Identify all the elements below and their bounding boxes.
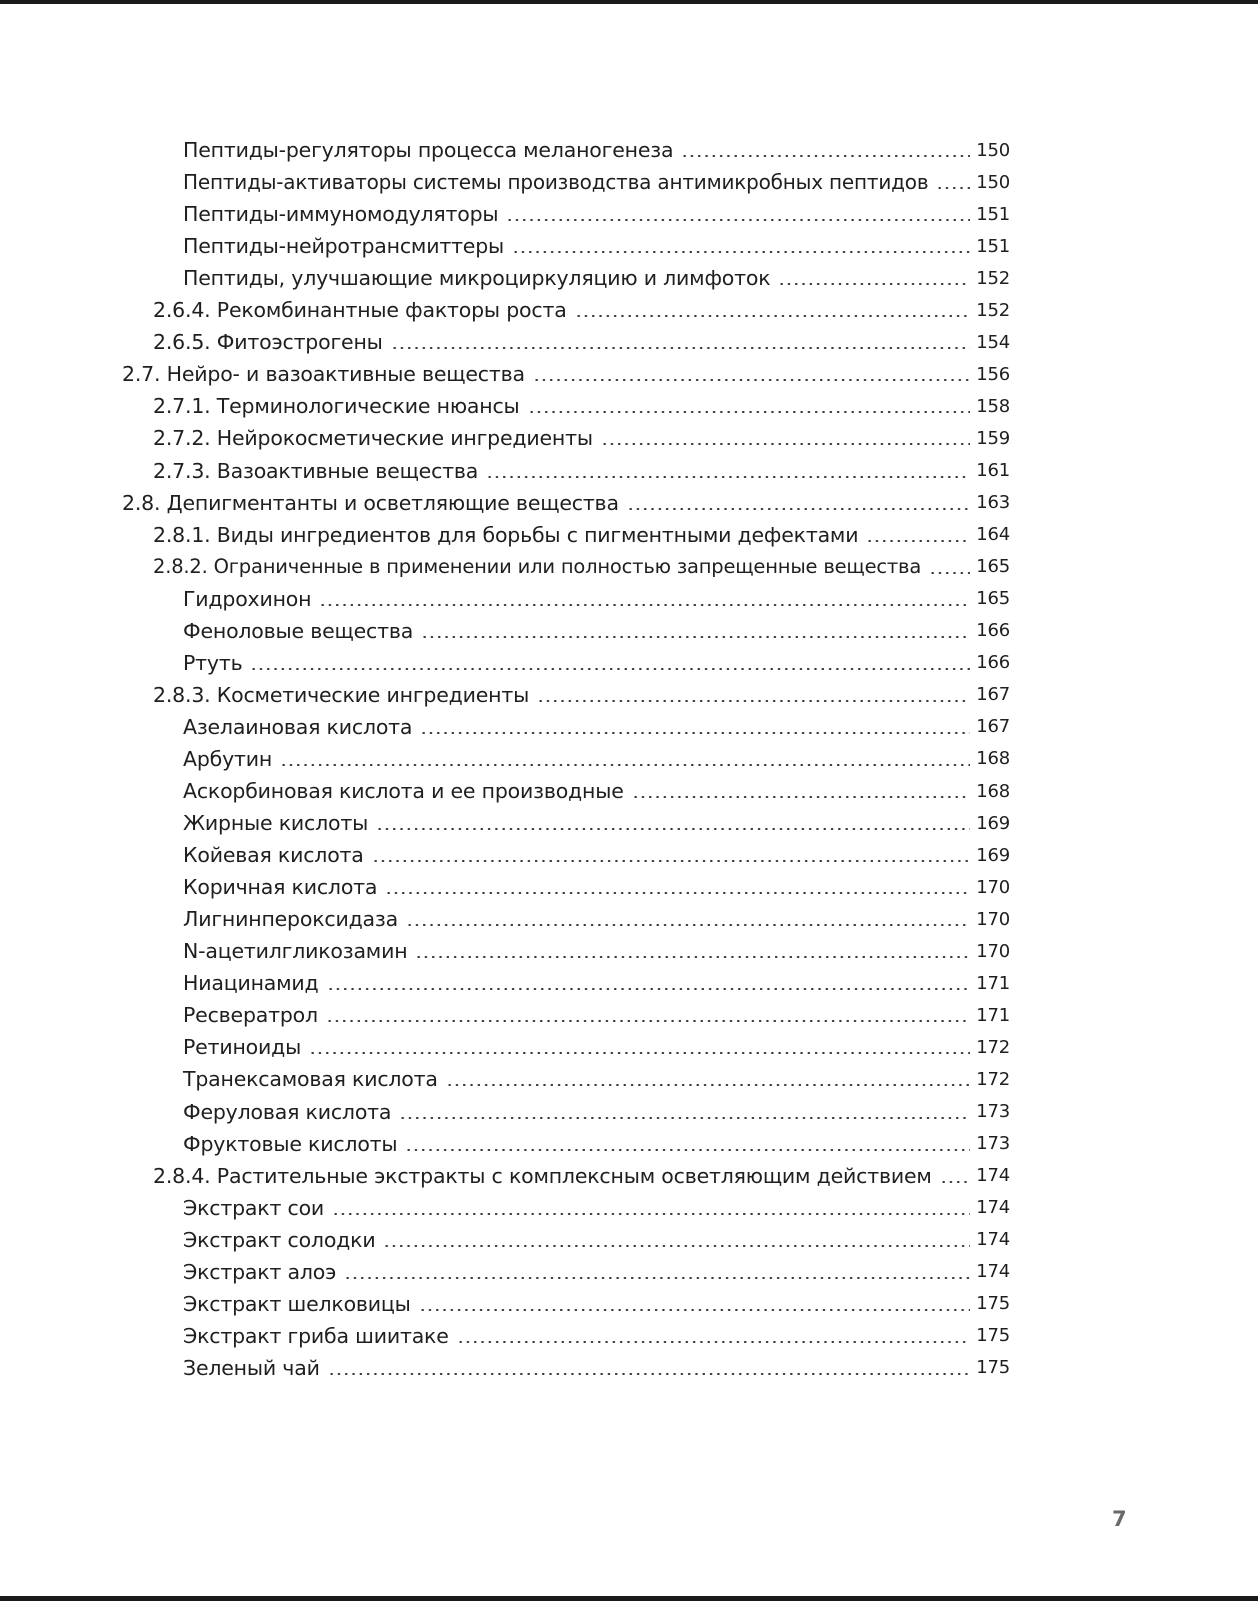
toc-entry-title: Фруктовые кислоты: [183, 1131, 398, 1156]
dot-leader: [778, 283, 970, 285]
toc-entry-page: 165: [976, 556, 1010, 578]
toc-entry-title: 2.8.3. Косметические ингредиенты: [153, 682, 530, 707]
dot-leader: [533, 379, 970, 381]
dot-leader: [866, 540, 970, 542]
toc-entry-page: 172: [976, 1068, 1010, 1090]
dot-leader: [328, 1373, 970, 1375]
toc-entry: [153, 679, 1010, 711]
toc-entry-title: Транексамовая кислота: [183, 1067, 438, 1092]
dot-leader: [385, 892, 970, 894]
toc-entry-page: 173: [976, 1133, 1010, 1155]
toc-entry-page: 172: [976, 1036, 1010, 1058]
toc-entry-page: 175: [976, 1293, 1010, 1315]
toc-entry: [183, 647, 1010, 679]
dot-leader: [575, 315, 970, 317]
toc-entry-title: Лигнинпероксидаза: [183, 907, 398, 932]
dot-leader: [936, 187, 970, 189]
dot-leader: [326, 1020, 970, 1022]
toc-entry-page: 152: [976, 299, 1010, 321]
bottom-border-line: [0, 1596, 1258, 1601]
toc-entry: [183, 134, 1010, 166]
toc-entry-page: 174: [976, 1165, 1010, 1187]
toc-entry-title: Гидрохинон: [183, 586, 312, 611]
dot-leader: [537, 700, 970, 702]
toc-entry-page: 170: [976, 876, 1010, 898]
page-number: 7: [1112, 1507, 1127, 1531]
toc-entry-page: 154: [976, 331, 1010, 353]
toc-entry: [183, 967, 1010, 999]
toc-entry-page: 150: [976, 139, 1010, 161]
toc-entry: [153, 326, 1010, 358]
toc-entry: [183, 1224, 1010, 1256]
toc-entry-page: 151: [976, 235, 1010, 257]
toc-entry-title: 2.7.2. Нейрокосметические ингредиенты: [153, 426, 593, 451]
toc-entry-title: Экстракт шелковицы: [183, 1291, 411, 1316]
toc-entry-page: 151: [976, 203, 1010, 225]
toc-entry-title: 2.6.4. Рекомбинантные факторы роста: [153, 298, 567, 323]
toc-entry-title: Койевая кислота: [183, 843, 364, 868]
toc-entry: [183, 583, 1010, 615]
toc-entry: [183, 1031, 1010, 1063]
dot-leader: [528, 411, 970, 413]
toc-entry-page: 156: [976, 363, 1010, 385]
toc-entry-title: Пептиды-активаторы системы производства антимикробных пептидов: [183, 170, 929, 195]
toc-entry: [183, 615, 1010, 647]
toc-entry-title: Жирные кислоты: [183, 811, 369, 836]
toc-entry-page: 169: [976, 844, 1010, 866]
dot-leader: [319, 604, 970, 606]
toc-entry-page: 170: [976, 940, 1010, 962]
toc-entry: [183, 839, 1010, 871]
toc-entry-title: Пептиды-регуляторы процесса меланогенеза: [183, 138, 674, 162]
toc-entry: [153, 1160, 1010, 1192]
dot-leader: [327, 988, 970, 990]
toc-entry-page: 166: [976, 620, 1010, 642]
toc-entry-title: Ртуть: [183, 650, 243, 675]
toc-entry-title: Феруловая кислота: [183, 1099, 392, 1124]
dot-leader: [250, 668, 970, 670]
dot-leader: [399, 1117, 970, 1119]
toc-entry: [183, 999, 1010, 1031]
toc-entry: [153, 551, 1010, 583]
toc-entry: [183, 262, 1010, 294]
top-border-line: [0, 0, 1258, 4]
toc-entry-page: 167: [976, 716, 1010, 738]
toc-entry-title: Экстракт сои: [183, 1195, 325, 1220]
toc-entry: [183, 166, 1010, 198]
toc-entry-page: 166: [976, 652, 1010, 674]
toc-entry-title: 2.7.3. Вазоактивные вещества: [153, 458, 479, 483]
dot-leader: [344, 1277, 970, 1279]
dot-leader: [420, 732, 970, 734]
toc-entry: [183, 1096, 1010, 1128]
toc-entry: [183, 230, 1010, 262]
toc-entry: [183, 1128, 1010, 1160]
toc-entry-page: 170: [976, 908, 1010, 930]
dot-leader: [376, 828, 970, 830]
toc-entry: [183, 775, 1010, 807]
toc-entry-page: 174: [976, 1261, 1010, 1283]
dot-leader: [309, 1052, 970, 1054]
dot-leader: [506, 219, 970, 221]
toc-entry-page: 152: [976, 267, 1010, 289]
toc-entry: [183, 935, 1010, 967]
toc-entry-title: Пептиды-иммуномодуляторы: [183, 202, 499, 227]
toc-entry: [153, 519, 1010, 551]
toc-entry-page: 159: [976, 427, 1010, 449]
toc-entry-title: 2.8.4. Растительные экстракты с комплексным осветляющим действием: [153, 1163, 932, 1188]
toc-entry-title: 2.8.1. Виды ингредиентов для борьбы с пигментными дефектами: [153, 522, 859, 547]
toc-entry-title: 2.7. Нейро- и вазоактивные вещества: [122, 362, 525, 387]
toc-entry-title: 2.6.5. Фитоэстрогены: [153, 330, 383, 355]
toc-entry-title: 2.7.1. Терминологические нюансы: [153, 394, 520, 419]
toc-entry-page: 163: [976, 492, 1010, 514]
toc-entry-page: 174: [976, 1197, 1010, 1219]
toc-entry: [183, 1192, 1010, 1224]
toc-entry-page: 158: [976, 395, 1010, 417]
toc-entry: [183, 198, 1010, 230]
dot-leader: [332, 1213, 970, 1215]
toc-entry-page: 169: [976, 812, 1010, 834]
toc-entry-page: 167: [976, 684, 1010, 706]
dot-leader: [627, 508, 970, 510]
toc-entry-page: 175: [976, 1357, 1010, 1379]
toc-entry-title: Азелаиновая кислота: [183, 714, 413, 739]
dot-leader: [383, 1245, 970, 1247]
toc-entry-page: 174: [976, 1229, 1010, 1251]
toc-entry-page: 168: [976, 780, 1010, 802]
dot-leader: [601, 443, 970, 445]
toc-entry-title: Ниацинамид: [183, 971, 319, 996]
toc-entry-title: N-ацетилгликозамин: [183, 939, 408, 964]
toc-entry-title: Экстракт алоэ: [183, 1259, 337, 1284]
toc-entry: [153, 455, 1010, 487]
dot-leader: [940, 1181, 970, 1183]
toc-entry: [183, 1288, 1010, 1320]
toc-entry: [183, 807, 1010, 839]
toc-entry-title: 2.8. Депигментанты и осветляющие вещества: [122, 490, 619, 515]
toc-entry: [122, 358, 1010, 390]
toc-entry-page: 164: [976, 524, 1010, 546]
toc-entry-title: 2.8.2. Ограниченные в применении или полностью запрещенные вещества: [153, 555, 922, 579]
dot-leader: [929, 572, 970, 574]
toc-entry-title: Аскорбиновая кислота и ее производные: [183, 779, 624, 803]
toc-entry: [183, 743, 1010, 775]
toc-entry-title: Зеленый чай: [183, 1355, 320, 1380]
toc-entry-title: Пептиды-нейротрансмиттеры: [183, 234, 505, 259]
toc-entry: [153, 390, 1010, 422]
toc-entry-title: Экстракт гриба шиитаке: [183, 1323, 449, 1348]
toc-entry: [183, 871, 1010, 903]
toc-entry: [183, 903, 1010, 935]
toc-entry-title: Ресвератрол: [183, 1003, 318, 1028]
toc-entry: [183, 711, 1010, 743]
toc-entry-title: Феноловые вещества: [183, 618, 414, 643]
dot-leader: [512, 251, 970, 253]
toc-entry: [183, 1256, 1010, 1288]
toc-entry: [183, 1320, 1010, 1352]
toc-entry: [153, 294, 1010, 326]
dot-leader: [372, 860, 970, 862]
toc-entry-title: Ретиноиды: [183, 1035, 302, 1060]
dot-leader: [632, 796, 970, 798]
toc-entry: [183, 1063, 1010, 1095]
dot-leader: [457, 1341, 970, 1343]
toc-entry-page: 150: [976, 171, 1010, 193]
toc-entry-title: Арбутин: [183, 746, 273, 771]
toc-entry: [122, 487, 1010, 519]
dot-leader: [406, 924, 970, 926]
toc-entry-page: 175: [976, 1325, 1010, 1347]
toc-entry-title: Коричная кислота: [183, 875, 378, 900]
toc-entry: [153, 422, 1010, 454]
toc-entry-page: 168: [976, 748, 1010, 770]
toc-entry-page: 165: [976, 588, 1010, 610]
toc-entry-page: 171: [976, 1004, 1010, 1026]
toc-entry-page: 171: [976, 972, 1010, 994]
dot-leader: [681, 155, 970, 157]
dot-leader: [421, 636, 970, 638]
toc-entry-title: Экстракт солодки: [183, 1227, 376, 1252]
dot-leader: [405, 1149, 970, 1151]
dot-leader: [486, 476, 970, 478]
toc-entry: [183, 1352, 1010, 1384]
toc-entry-page: 173: [976, 1101, 1010, 1122]
dot-leader: [391, 347, 970, 349]
dot-leader: [446, 1084, 970, 1086]
toc-entry-page: 161: [976, 460, 1010, 481]
dot-leader: [419, 1309, 970, 1311]
dot-leader: [280, 764, 970, 766]
toc-entry-title: Пептиды, улучшающие микроциркуляцию и лимфоток: [183, 266, 771, 291]
dot-leader: [415, 956, 970, 958]
